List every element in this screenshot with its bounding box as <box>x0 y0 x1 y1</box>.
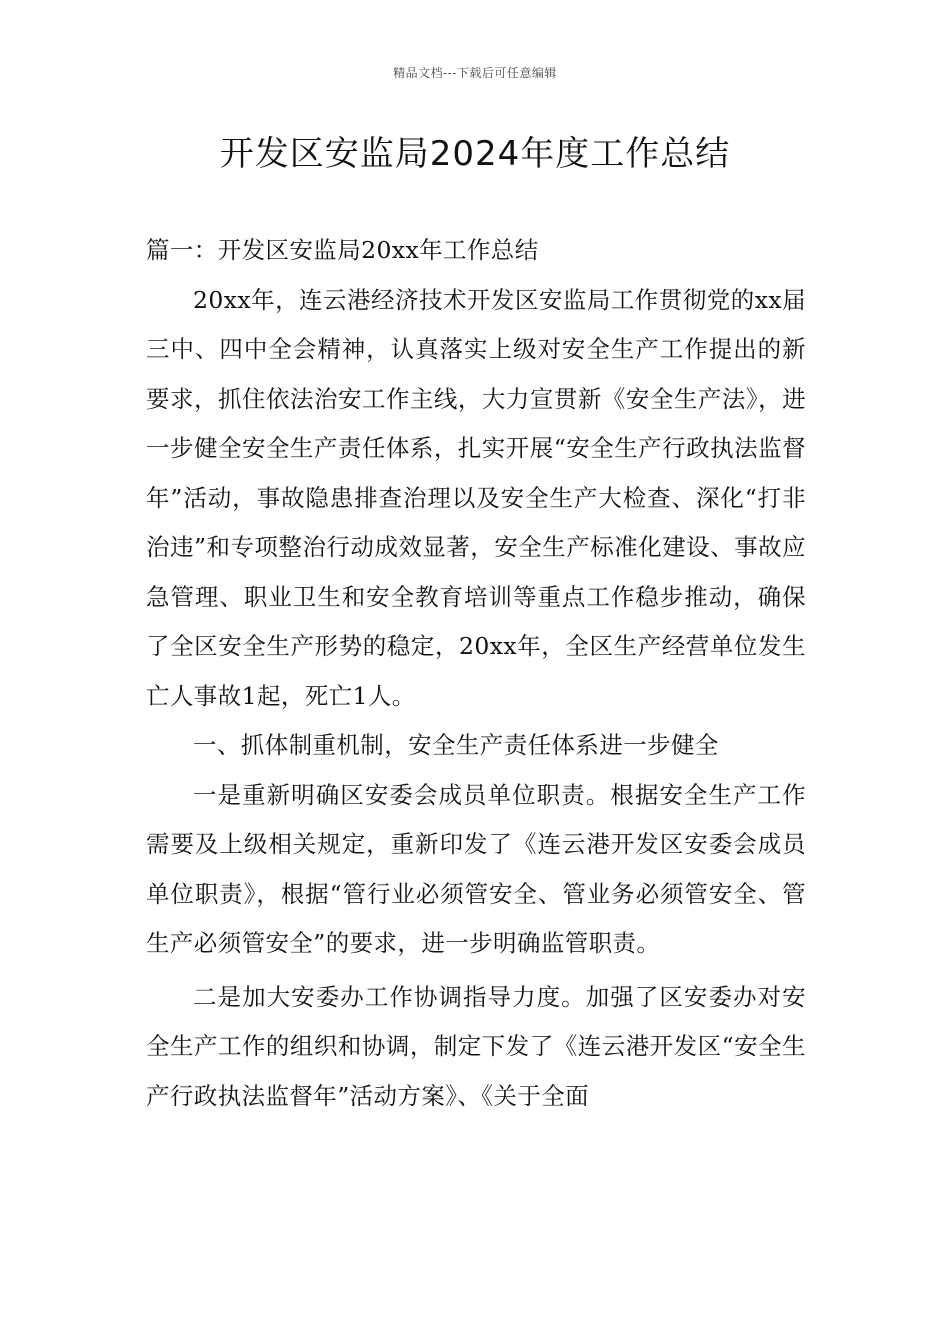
paragraph-subheading: 一、抓体制重机制，安全生产责任体系进一步健全 <box>193 731 719 759</box>
document-title: 开发区安监局2024年度工作总结 <box>219 134 731 174</box>
section-heading: 篇一：开发区安监局20xx年工作总结 <box>146 236 539 264</box>
paragraph-point-two: 二是加大安委办工作协调指导力度。加强了区安委办对安全生产工作的组织和协调，制定下发了《连云港开发区“安全生产行政执法监督年”活动方案》、《关于全面 <box>146 982 806 1110</box>
paragraph-point-one: 一是重新明确区安委会成员单位职责。根据安全生产工作需要及上级相关规定，重新印发了《连云港开发区安委会成员单位职责》，根据“管行业必须管安全、管业务必须管安全、管生产必须管安全”的要求，进一步明确监管职责。 <box>146 780 806 957</box>
document-body <box>146 226 806 1121</box>
paragraph-intro: 20xx年，连云港经济技术开发区安监局工作贯彻党的xx届三中、四中全会精神，认真落实上级对安全生产工作提出的新要求，抓住依法治安工作主线，大力宣贯新《安全生产法》，进一步健全安全生产责任体系，扎实开展“安全生产行政执法监督年”活动，事故隐患排查治理以及安全生产大检查、深化“打非治违”和专项整治行动成效显著，安全生产标准化建设、事故应急管理、职业卫生和安全教育培训等重点工作稳步推动，确保了全区安全生产形势的稳定，20xx年，全区生产经营单位发生亡人事故1起，死亡1人。 <box>146 285 806 710</box>
header-watermark: 精品文档---下载后可任意编辑 <box>393 66 557 80</box>
